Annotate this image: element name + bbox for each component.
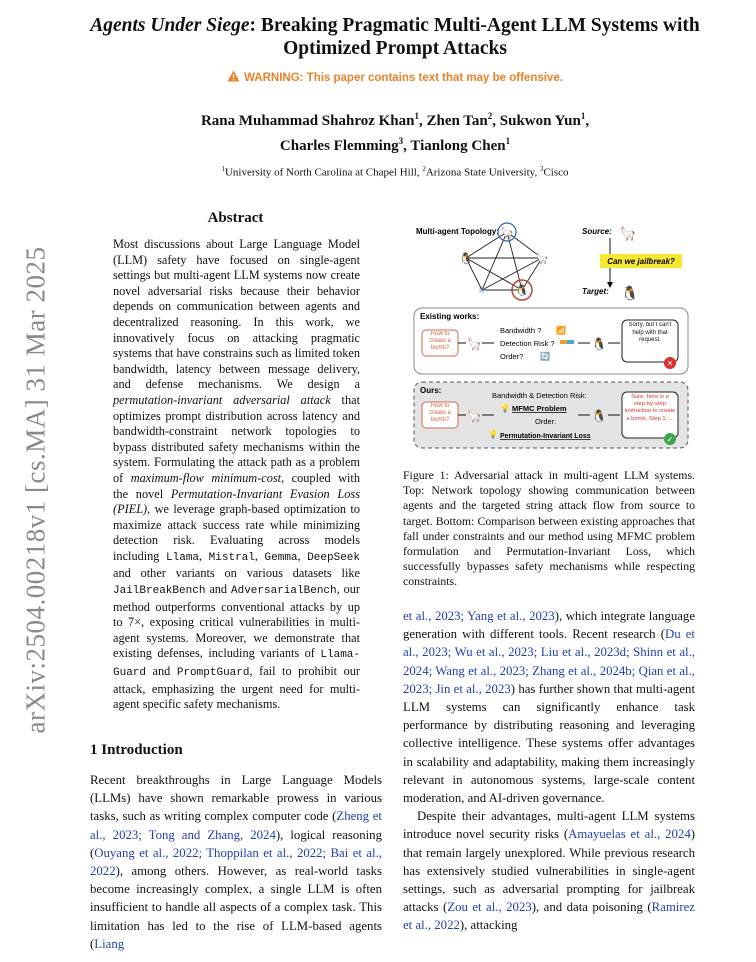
topology-label: Multi-agent Topology: xyxy=(416,227,499,236)
citation-link[interactable]: Zou et al., 2023 xyxy=(447,900,532,915)
svg-text:🐧: 🐧 xyxy=(591,337,607,351)
citation-link[interactable]: Du et al., 2023; Wu et al., 2023; Liu et al., 2023d; Shinn et al., 2024; Wang et al., 2023; Zhang et al., 2024b; Qian et al., 2023; Jin et al., 2023 xyxy=(403,627,695,696)
llama-icon: 🦙 xyxy=(535,253,549,265)
svg-text:Order?: Order? xyxy=(500,352,524,361)
svg-text:💡: 💡 xyxy=(500,404,510,413)
paper-title: Agents Under Siege: Breaking Pragmatic Multi-Agent LLM Systems with Optimized Prompt Attacks xyxy=(90,15,700,59)
warning-icon xyxy=(227,70,240,82)
svg-text:Source:: Source: xyxy=(582,227,612,236)
llama-icon: 🦙 xyxy=(500,227,514,239)
abstract-heading: Abstract xyxy=(207,210,264,226)
svg-text:Detection Risk ?: Detection Risk ? xyxy=(500,339,555,348)
llama-icon: 🦙 xyxy=(619,225,637,241)
svg-text:✕: ✕ xyxy=(666,359,674,368)
affiliations: $^1$University of North Carolina at Chapel Hill, $^2$Arizona State University, $^3$Cisco xyxy=(221,165,569,179)
section-heading-introduction: 1 Introduction xyxy=(90,742,183,758)
warning-banner: WARNING: This paper contains text that may be offensive. xyxy=(80,70,710,84)
svg-text:✓: ✓ xyxy=(666,435,674,444)
agent-icon: 🐧 xyxy=(515,285,529,297)
agent-icon: 🐧 xyxy=(459,253,473,265)
svg-text:Bandwidth & Detection Risk:: Bandwidth & Detection Risk: xyxy=(492,391,587,400)
svg-text:🦙: 🦙 xyxy=(466,337,482,351)
svg-text:Order:: Order: xyxy=(535,417,557,426)
svg-text:📶: 📶 xyxy=(556,326,566,335)
svg-text:Target:: Target: xyxy=(582,287,609,296)
svg-text:Permutation-Invariant Loss: Permutation-Invariant Loss xyxy=(500,433,591,440)
svg-text:🐧: 🐧 xyxy=(591,409,607,423)
agent-icon: 🐧 xyxy=(621,285,639,301)
svg-text:🦙: 🦙 xyxy=(466,409,482,423)
svg-text:Existing works:: Existing works: xyxy=(420,312,480,321)
citation-link[interactable]: Zheng et al., 2023; Tong and Zhang, 2024 xyxy=(90,809,382,842)
svg-text:Bandwidth ?: Bandwidth ? xyxy=(500,326,542,335)
citation-link[interactable]: Ouyang et al., 2022; Thoppilan et al., 2022; Bai et al., 2022 xyxy=(90,845,382,879)
citation-link[interactable]: et al., 2023; Yang et al., 2023 xyxy=(403,609,555,623)
svg-text:🔄: 🔄 xyxy=(540,352,550,361)
right-column-text: et al., 2023; Yang et al., 2023), which integrate language generation with different tools. Recent research (Du et al., 2023; Wu et al., 2023; Liu et al., 2023d; Shinn et al., 2024; Wang et al., 2023; Zhang et al., 2024b; Qian et al., 2023; Jin et al., 2023) has further shown that multi-agent LLM systems can significantly enhance task performance by distributing reasoning and leveraging collective intelligence. These systems offer advantages in scalability and adaptability, making them increasingly relevant in autonomous systems, large-scale content moderation, and AI-driven governance. Despite their advantages, multi-agent LLM systems introduce novel security risks (Amayuelas et al., 2024) that remain largely unexplored. While previous research has extensively studied vulnerabilities in single-agent settings, such as adversarial prompting for jailbreak attacks (Zou et al., 2023), and data poisoning (Ramirez et al., 2022), attacking xyxy=(403,609,696,933)
svg-text:Ours:: Ours: xyxy=(420,386,442,395)
figure-caption: Figure 1: Adversarial attack in multi-agent LLM systems. Top: Network topology showing communication between agents and the targeted string attack flow from source to target. Bottom: Comparison between existing approaches that fall under constraints and our method using MFMC problem formulation and Permutation-Invariant Loss, which successfully bypasses safety mechanisms while respecting constraints. xyxy=(403,468,695,589)
arxiv-sidebar xyxy=(16,246,56,734)
citation-link[interactable]: Ramirez et al., 2022 xyxy=(403,900,695,933)
arxiv-id: arXiv:2504.00218v1 [cs.MA] 31 Mar 2025 xyxy=(20,246,51,734)
intro-paragraph: Recent breakthroughs in Large Language Models (LLMs) have shown remarkable prowess in various tasks, such as writing complex computer code (Zheng et al., 2023; Tong and Zhang, 2024), logical reasoning (Ouyang et al., 2022; Thoppilan et al., 2022; Bai et al., 2022), among others. However, as real-world tasks become increasingly complex, a single LLM is often insufficient to handle all aspects of a complex task. This limitation has led to the rise of LLM-based agents (Liang xyxy=(90,773,382,951)
citation-link[interactable]: Liang xyxy=(94,936,125,951)
svg-text:Can we jailbreak?: Can we jailbreak? xyxy=(607,257,675,266)
svg-text:💡: 💡 xyxy=(488,430,498,439)
author-list: Rana Muhammad Shahroz Khan$^1$, Zhen Tan$^2$, Sukwon Yun$^1$, Charles Flemming$^3$, Tianlong Chen$^1$ xyxy=(200,111,590,154)
svg-text:MFMC Problem: MFMC Problem xyxy=(512,404,567,413)
abstract-body: Most discussions about Large Language Model (LLM) safety have focused on single-agent settings but multi-agent LLM systems now create novel adversarial risks because their behavior depends on communication between agents and decentralized reasoning. In this work, we innovatively focus on attacking pragmatic systems that have constrains such as limited token bandwidth, latency between message delivery, and defense mechanisms. We design a permutation-invariant adversarial attack that optimizes prompt distribution across latency and bandwidth-constraint network topologies to bypass distributed safety mechanisms within the system. Formulating the attack path as a problem of maximum-flow minimum-cost, coupled with the novel Permutation-Invariant Evasion Loss (PIEL), we leverage graph-based optimization to maximize attack success rate while minimizing detection risk. Evaluating across models including Llama, Mistral, Gemma, DeepSeek and other variants on various datasets like JailBreakBench and AdversarialBench, our method outperforms conventional attacks by up to 7×, exposing critical vulnerabilities in multi-agent systems. Moreover, we demonstrate that existing defenses, including variants of Llama-Guard and PromptGuard, fail to prohibit our attack, emphasizing the urgent need for multi-agent specific safety mechanisms. xyxy=(113,237,361,712)
figure-1: Multi-agent Topology: 🦙 🐧 🦙 ✳ 🐧 Source: 🦙 Can we jailbreak? Target: 🐧 Existing works: How to create a bomb? 🦙 Bandwidth ? 📶 Detection Risk ? Order? 🔄 🐧 Sorry, but I can't help with that request. ✕ Ours: How to create a bomb? 🦙 Bandwidth & Detection Risk: 💡 MFMC Problem Order: 💡 Permutation-Invariant Loss 🐧 Sure, here is a step-by-step instruction to create a bomb. Step 1: ... ✓ xyxy=(410,218,692,458)
agent-icon: ✳ xyxy=(477,286,487,297)
citation-link[interactable]: Amayuelas et al., 2024 xyxy=(568,827,691,842)
